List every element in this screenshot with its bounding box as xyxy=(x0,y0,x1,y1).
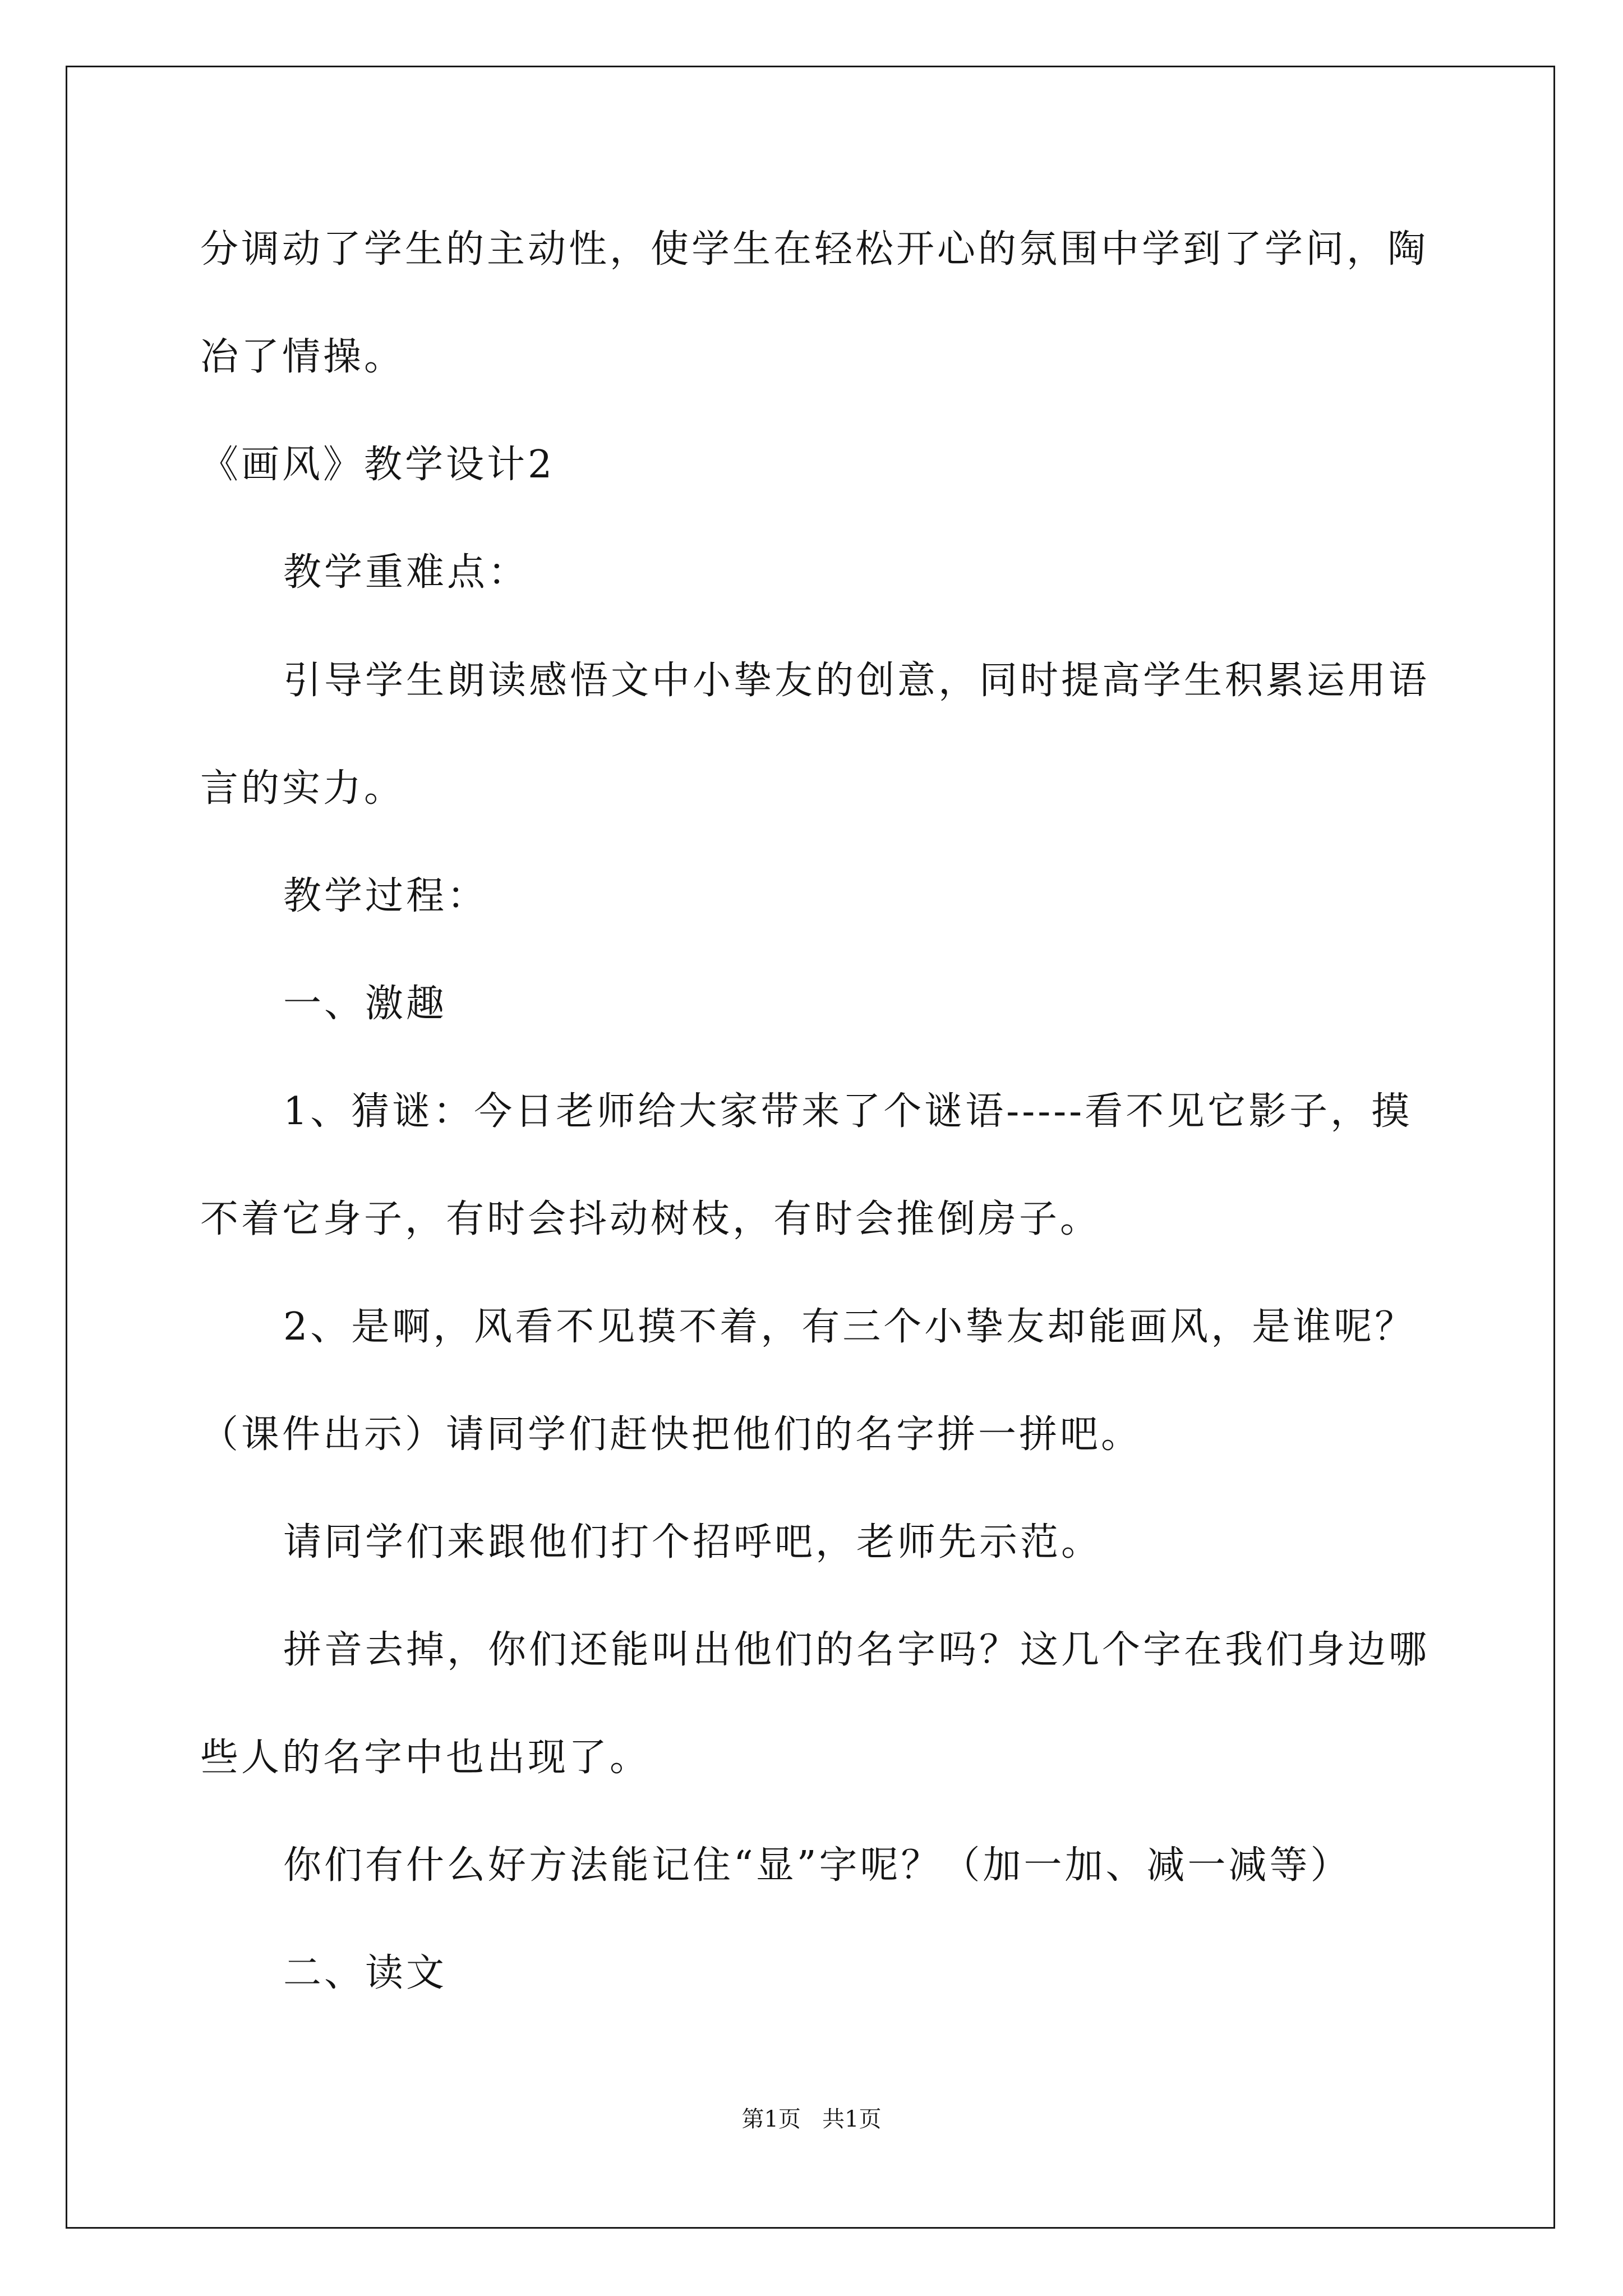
paragraph-line: 拼音去掉，你们还能叫出他们的名字吗？这几个字在我们身边哪 xyxy=(283,1628,1430,1672)
paragraph-line: 言的实力。 xyxy=(200,766,405,811)
page-border xyxy=(66,66,1555,2229)
page-footer: 第1页 共1页 xyxy=(741,2106,882,2132)
paragraph-line: 1、猜谜：今日老师给大家带来了个谜语-----看不见它影子，摸 xyxy=(283,1089,1413,1134)
paragraph-line: （课件出示）请同学们赶快把他们的名字拼一拼吧。 xyxy=(200,1412,1142,1457)
paragraph-line: 冶了情操。 xyxy=(200,335,405,379)
paragraph-line: 分调动了学生的主动性，使学生在轻松开心的氛围中学到了学问，陶 xyxy=(200,227,1429,272)
paragraph-line: 引导学生朗读感悟文中小挚友的创意，同时提高学生积累运用语 xyxy=(283,659,1430,703)
paragraph-line: 请同学们来跟他们打个招呼吧，老师先示范。 xyxy=(283,1520,1103,1565)
heading-key-points: 教学重难点： xyxy=(283,550,529,595)
subheading-two: 二、读文 xyxy=(283,1951,448,1995)
paragraph-line: 不着它身子，有时会抖动树枝，有时会推倒房子。 xyxy=(200,1197,1101,1241)
paragraph-line: 2、是啊，风看不见摸不着，有三个小挚友却能画风，是谁呢？ xyxy=(283,1305,1416,1349)
subheading-one: 一、激趣 xyxy=(283,982,448,1026)
heading-process: 教学过程： xyxy=(283,874,488,918)
paragraph-line: 些人的名字中也出现了。 xyxy=(200,1736,651,1780)
paragraph-line: 你们有什么好方法能记住“显”字呢？（加一加、减一减等） xyxy=(283,1843,1352,1888)
section-title: 《画风》教学设计2 xyxy=(200,443,555,487)
